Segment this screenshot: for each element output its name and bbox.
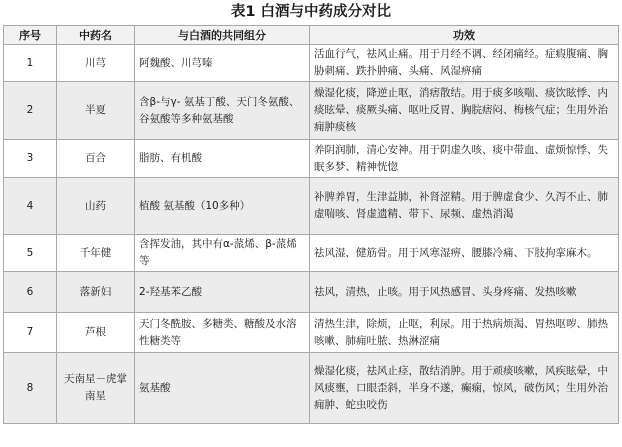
row-no: 3 (4, 140, 57, 178)
table-row (4, 140, 619, 178)
row-name: 落新妇 (57, 272, 135, 313)
table-row (4, 353, 619, 424)
header-name: 中药名 (57, 26, 135, 45)
header-row (4, 26, 619, 45)
row-effects: 燥湿化痰，降逆止呕，消痞散结。用于痰多咳喘、痰饮眩悸、内痰眩晕、痰厥头痛、呕吐反胃、胸脘痞闷、梅核气症；生用外治痈肿痰核 (310, 82, 619, 140)
row-effects: 祛风，清热，止咳。用于风热感冒、头身疼痛、发热咳嗽 (310, 272, 619, 313)
row-name: 山药 (57, 178, 135, 235)
row-components: 天门冬酰胺、多糖类、糖酸及水溶性糖类等 (135, 313, 310, 353)
row-components: 含β-与γ- 氨基丁酸、天门冬氨酸、谷氨酸等多种氨基酸 (135, 82, 310, 140)
table-row (4, 272, 619, 313)
table-row (4, 235, 619, 272)
comparison-table (3, 25, 619, 424)
row-effects: 燥湿化痰，祛风止痉，散结消肿。用于顽痰咳嗽，风疾眩晕，中风痰壅，口眼歪斜，半身不遂，癫痫，惊风，破伤风；生用外治痈肿、蛇虫咬伤 (310, 353, 619, 424)
table-title: 表1 白酒与中药成分对比 (230, 4, 392, 20)
row-no: 8 (4, 353, 57, 424)
row-name: 千年健 (57, 235, 135, 272)
row-no: 2 (4, 82, 57, 140)
row-components: 含挥发油，其中有α-蒎烯、β-蒎烯等 (135, 235, 310, 272)
row-no: 5 (4, 235, 57, 272)
row-components: 氨基酸 (135, 353, 310, 424)
header-no: 序号 (4, 26, 57, 45)
row-effects: 清热生津，除烦，止呕，利尿。用于热病烦渴、胃热呕哕、肺热咳嗽、肺痈吐脓、热淋涩痛 (310, 313, 619, 353)
row-components: 植酸 氨基酸（10多种） (135, 178, 310, 235)
header-components: 与白酒的共同组分 (135, 26, 310, 45)
table-row (4, 45, 619, 82)
row-no: 1 (4, 45, 57, 82)
row-name: 芦根 (57, 313, 135, 353)
row-components: 2-羟基苯乙酸 (135, 272, 310, 313)
row-effects: 补脾养胃，生津益肺，补肾涩精。用于脾虚食少、久泻不止、肺虚喘咳、肾虚遗精、带下、尿频、虚热消渴 (310, 178, 619, 235)
row-components: 脂肪、有机酸 (135, 140, 310, 178)
row-effects: 祛风湿，健筋骨。用于风寒湿痹、腰膝冷痛、下肢拘挛麻木。 (310, 235, 619, 272)
row-name: 半夏 (57, 82, 135, 140)
table-row (4, 313, 619, 353)
row-no: 7 (4, 313, 57, 353)
row-effects: 养阴润肺，清心安神。用于阴虚久咳、痰中带血、虚烦惊悸、失眠多梦、精神恍惚 (310, 140, 619, 178)
row-name: 天南星－虎掌南星 (57, 353, 135, 424)
row-name: 川芎 (57, 45, 135, 82)
row-effects: 活血行气，祛风止痛。用于月经不调、经闭痛经。症瘕腹痛、胸胁刺痛、跌扑肿痛、头痛、风湿痹痛 (310, 45, 619, 82)
table-row (4, 178, 619, 235)
table-row (4, 82, 619, 140)
header-effects: 功效 (310, 26, 619, 45)
row-no: 4 (4, 178, 57, 235)
row-components: 阿魏酸、川芎嗪 (135, 45, 310, 82)
row-no: 6 (4, 272, 57, 313)
row-name: 百合 (57, 140, 135, 178)
